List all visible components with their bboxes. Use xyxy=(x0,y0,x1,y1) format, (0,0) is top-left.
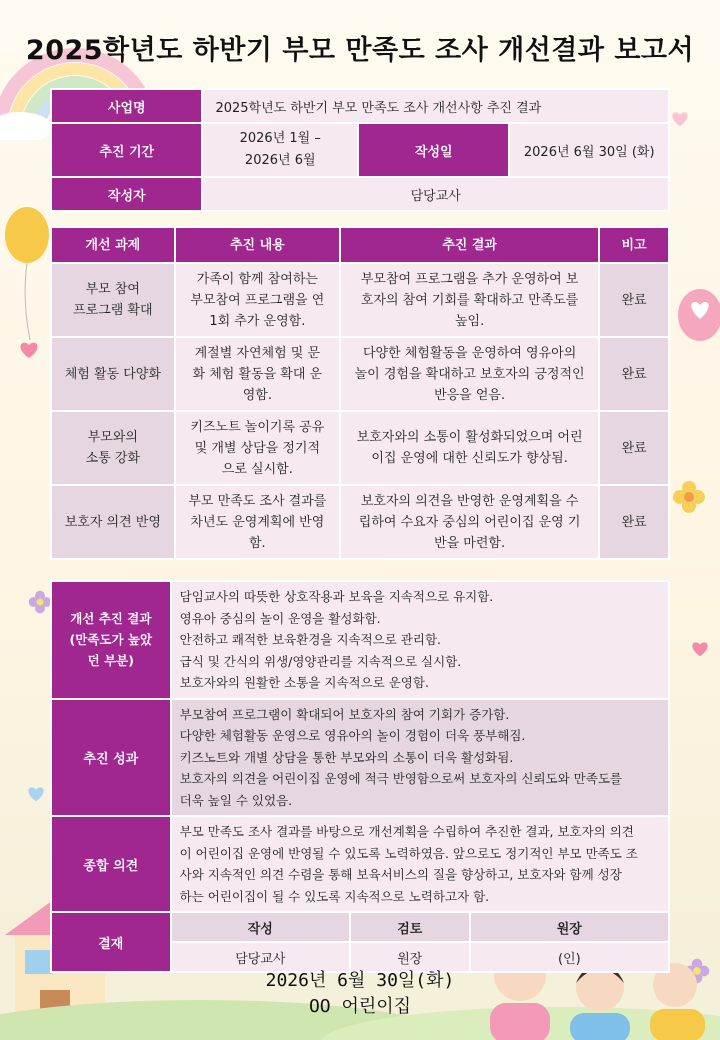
overall-text: 부모 만족도 조사 결과를 바탕으로 개선계획을 수립하여 추진한 결과, 보호자의 의견 이 어린이집 운영에 반영될 수 있도록 노력하였음. 앞으로도 정기적인 부모 만족도 조 사와 지속적인 의견 수렴을 통해 보육서비스의 질을 향상하고, 보호자와 함께 성장 하는 어린이집이 될 수 있도록 지속적으로 노력하고자 함. xyxy=(171,816,669,912)
table-row xyxy=(51,411,669,485)
approval-writer: 담당교사 xyxy=(171,942,350,972)
page-title: 2025학년도 하반기 부모 만족도 조사 개선결과 보고서 xyxy=(25,35,695,66)
approval-head-reviewer: 검토 xyxy=(350,912,470,942)
note-cell: 완료 xyxy=(599,337,669,411)
content-cell: 부모 만족도 조사 결과를 차년도 운영계획에 반영 함. xyxy=(175,485,340,559)
outcome-label: 추진 성과 xyxy=(51,699,171,817)
note-cell: 완료 xyxy=(599,485,669,559)
col-header-note: 비고 xyxy=(599,227,669,263)
flower-icon xyxy=(672,480,706,514)
summary-table xyxy=(50,580,670,973)
note-cell: 완료 xyxy=(599,263,669,337)
approval-seal: (인) xyxy=(470,942,669,972)
task-cell: 체험 활동 다양화 xyxy=(51,337,175,411)
period-value: 2026년 1월 – 2026년 6월 xyxy=(202,123,358,177)
info-table xyxy=(50,88,670,212)
col-header-task: 개선 과제 xyxy=(51,227,175,263)
table-row xyxy=(51,485,669,559)
heart-icon xyxy=(690,640,710,658)
period-label: 추진 기간 xyxy=(51,123,202,177)
author-label: 작성자 xyxy=(51,177,202,211)
approval-head-director: 원장 xyxy=(470,912,669,942)
content-cell: 계절별 자연체험 및 문 화 체험 활동을 확대 운 영함. xyxy=(175,337,340,411)
author-value: 담당교사 xyxy=(202,177,669,211)
col-header-content: 추진 내용 xyxy=(175,227,340,263)
approval-reviewer: 원장 xyxy=(350,942,470,972)
overall-label: 종합 의견 xyxy=(51,816,171,912)
balloon-illustration xyxy=(2,200,52,340)
table-row xyxy=(51,263,669,337)
approval-label: 결재 xyxy=(51,912,171,972)
date-label: 작성일 xyxy=(358,123,509,177)
approval-head-writer: 작성 xyxy=(171,912,350,942)
footer-org: OO 어린이집 xyxy=(308,996,412,1017)
result-cell: 다양한 체험활동을 운영하여 영유아의 놀이 경험을 확대하고 보호자의 긍정적인 반응을 얻음. xyxy=(340,337,599,411)
task-cell: 부모와의 소통 강화 xyxy=(51,411,175,485)
result-cell: 보호자의 의견을 반영한 운영계획을 수 립하여 수요자 중심의 어린이집 운영 기 반을 마련함. xyxy=(340,485,599,559)
col-header-result: 추진 결과 xyxy=(340,227,599,263)
business-label: 사업명 xyxy=(51,89,202,123)
note-cell: 완료 xyxy=(599,411,669,485)
footer-date: 2026년 6월 30일(화) xyxy=(265,970,455,991)
achievement-text: 담임교사의 따뜻한 상호작용과 보육을 지속적으로 유지함. 영유아 중심의 놀이 운영을 활성화함. 안전하고 쾌적한 보육환경을 지속적으로 관리함. 급식 및 간식의 위생/영양관리를 지속적으로 실시함. 보호자와의 원활한 소통을 지속적으로 운영함. xyxy=(171,581,669,699)
heart-icon xyxy=(670,110,690,128)
table-row xyxy=(51,337,669,411)
tasks-table xyxy=(50,226,670,560)
result-cell: 부모참여 프로그램을 추가 운영하여 보 호자의 참여 기회를 확대하고 만족도를 높임. xyxy=(340,263,599,337)
result-cell: 보호자와의 소통이 활성화되었으며 어린 이집 운영에 대한 신뢰도가 향상됨. xyxy=(340,411,599,485)
content-cell: 키즈노트 놀이기록 공유 및 개별 상담을 정기적 으로 실시함. xyxy=(175,411,340,485)
business-value: 2025학년도 하반기 부모 만족도 조사 개선사항 추진 결과 xyxy=(202,89,669,123)
achievement-label: 개선 추진 결과 (만족도가 높았 던 부분) xyxy=(51,581,171,699)
heart-icon xyxy=(18,340,40,360)
content-cell: 가족이 함께 참여하는 부모참여 프로그램을 연 1회 추가 운영함. xyxy=(175,263,340,337)
heart-balloon-illustration xyxy=(672,285,720,365)
date-value: 2026년 6월 30일 (화) xyxy=(509,123,669,177)
outcome-text: 부모참여 프로그램이 확대되어 보호자의 참여 기회가 증가함. 다양한 체험활동 운영으로 영유아의 놀이 경험이 더욱 풍부해짐. 키즈노트와 개별 상담을 통한 부모와의 소통이 더욱 활성화됨. 보호자의 의견을 어린이집 운영에 적극 반영함으로써 보호자의 신뢰도와 만족도를 더욱 높일 수 있었음. xyxy=(171,699,669,817)
flower-icon xyxy=(28,590,52,614)
task-cell: 부모 참여 프로그램 확대 xyxy=(51,263,175,337)
task-cell: 보호자 의견 반영 xyxy=(51,485,175,559)
heart-icon xyxy=(26,785,46,803)
